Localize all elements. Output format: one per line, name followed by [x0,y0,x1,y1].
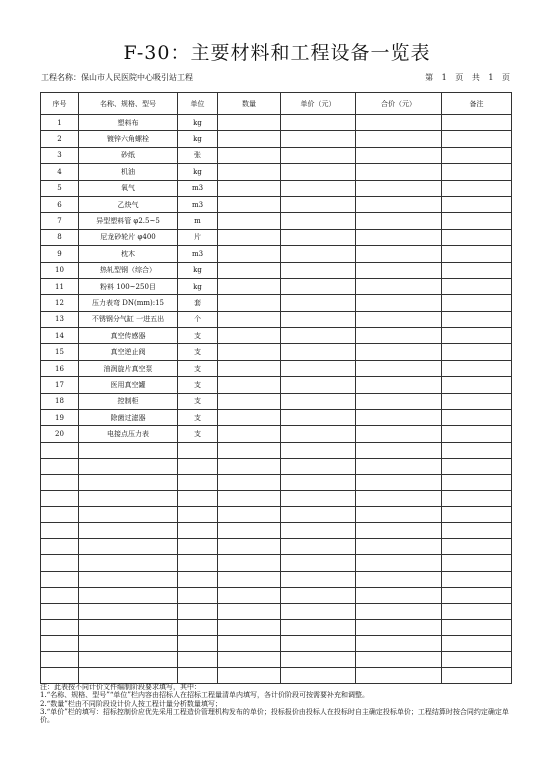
cell-unit-price [281,180,356,196]
page-title: F-30：主要材料和工程设备一览表 [123,42,431,64]
cell-unit-price [281,262,356,278]
cell-remarks [442,311,512,327]
empty-cell [356,523,442,539]
cell-no: 12 [41,295,79,311]
cell-unit-price [281,311,356,327]
empty-cell [281,491,356,507]
cell-remarks [442,131,512,147]
empty-cell [218,442,281,458]
empty-cell [41,555,79,571]
table-row [41,360,512,376]
cell-quantity [218,147,281,163]
cell-total-price [356,328,442,344]
cell-unit-price [281,377,356,393]
cell-no: 20 [41,426,79,442]
cell-remarks [442,344,512,360]
table-row [41,328,512,344]
cell-remarks [442,410,512,426]
cell-no: 4 [41,164,79,180]
empty-cell [218,555,281,571]
empty-cell [178,587,218,603]
note-line: 2.“数量”栏由不同阶段设计价人按工程计量分析数量填写； [40,699,222,708]
empty-cell [41,619,79,635]
empty-row [41,587,512,603]
cell-total-price [356,426,442,442]
empty-cell [356,635,442,651]
empty-cell [281,539,356,555]
empty-cell [41,668,79,684]
empty-cell [79,442,178,458]
table-row [41,213,512,229]
empty-cell [41,571,79,587]
cell-unit-price [281,393,356,409]
empty-cell [79,571,178,587]
empty-cell [79,555,178,571]
empty-cell [356,652,442,668]
empty-cell [442,619,512,635]
empty-row [41,458,512,474]
empty-cell [41,603,79,619]
empty-cell [442,652,512,668]
cell-quantity [218,180,281,196]
empty-cell [178,523,218,539]
empty-cell [442,523,512,539]
empty-cell [79,635,178,651]
empty-cell [442,475,512,491]
cell-remarks [442,328,512,344]
empty-cell [178,571,218,587]
empty-cell [442,603,512,619]
cell-name: 油润旋片真空泵 [79,360,178,376]
table-row [41,147,512,163]
cell-no: 5 [41,180,79,196]
empty-cell [356,668,442,684]
table-row [41,131,512,147]
cell-no: 8 [41,229,79,245]
cell-unit: 支 [178,344,218,360]
table-row [41,311,512,327]
cell-quantity [218,410,281,426]
cell-name: 乙炔气 [79,196,178,212]
empty-cell [281,475,356,491]
cell-quantity [218,344,281,360]
materials-table [40,92,512,684]
cell-total-price [356,311,442,327]
empty-cell [442,571,512,587]
cell-no: 9 [41,246,79,262]
empty-cell [218,603,281,619]
cell-remarks [442,360,512,376]
cell-remarks [442,262,512,278]
empty-cell [281,635,356,651]
cell-quantity [218,115,281,131]
table-row [41,246,512,262]
cell-unit-price [281,278,356,294]
cell-no: 17 [41,377,79,393]
empty-cell [281,652,356,668]
col-header-name: 名称、规格、型号 [79,93,178,115]
cell-total-price [356,131,442,147]
cell-quantity [218,229,281,245]
cell-no: 19 [41,410,79,426]
table-row [41,377,512,393]
empty-cell [442,539,512,555]
cell-no: 14 [41,328,79,344]
cell-unit-price [281,131,356,147]
cell-unit: m3 [178,246,218,262]
cell-remarks [442,393,512,409]
cell-remarks [442,426,512,442]
table-row [41,426,512,442]
empty-cell [41,539,79,555]
empty-cell [218,587,281,603]
empty-cell [79,458,178,474]
empty-row [41,668,512,684]
cell-quantity [218,196,281,212]
empty-cell [218,652,281,668]
cell-no: 13 [41,311,79,327]
table-row [41,344,512,360]
cell-total-price [356,180,442,196]
cell-remarks [442,180,512,196]
empty-cell [218,491,281,507]
cell-total-price [356,344,442,360]
cell-quantity [218,246,281,262]
empty-cell [281,507,356,523]
cell-unit-price [281,344,356,360]
cell-unit: 支 [178,360,218,376]
cell-unit-price [281,295,356,311]
empty-cell [79,668,178,684]
empty-row [41,571,512,587]
cell-total-price [356,213,442,229]
empty-cell [356,619,442,635]
empty-cell [178,668,218,684]
cell-total-price [356,147,442,163]
cell-no: 3 [41,147,79,163]
empty-cell [281,603,356,619]
empty-cell [79,619,178,635]
empty-cell [218,458,281,474]
empty-row [41,603,512,619]
cell-total-price [356,393,442,409]
cell-unit-price [281,328,356,344]
empty-cell [79,475,178,491]
cell-unit-price [281,115,356,131]
cell-name: 真空传感器 [79,328,178,344]
cell-remarks [442,196,512,212]
cell-name: 粉料 100~250目 [79,278,178,294]
cell-remarks [442,377,512,393]
empty-cell [218,619,281,635]
cell-quantity [218,393,281,409]
cell-no: 10 [41,262,79,278]
cell-name: 氧气 [79,180,178,196]
cell-no: 2 [41,131,79,147]
empty-row [41,539,512,555]
cell-name: 尼龙砂轮片 φ400 [79,229,178,245]
empty-cell [178,652,218,668]
cell-total-price [356,410,442,426]
empty-cell [41,458,79,474]
empty-cell [79,603,178,619]
empty-cell [178,635,218,651]
cell-total-price [356,262,442,278]
table-row [41,196,512,212]
cell-name: 异型塑料管 φ2.5~5 [79,213,178,229]
cell-unit-price [281,246,356,262]
empty-cell [356,539,442,555]
empty-cell [79,539,178,555]
cell-unit: kg [178,164,218,180]
empty-cell [218,571,281,587]
empty-cell [178,442,218,458]
empty-cell [281,442,356,458]
empty-cell [281,571,356,587]
empty-row [41,635,512,651]
empty-cell [281,555,356,571]
cell-quantity [218,131,281,147]
empty-cell [281,523,356,539]
table-row [41,393,512,409]
empty-cell [178,507,218,523]
empty-cell [41,475,79,491]
cell-quantity [218,328,281,344]
empty-cell [356,442,442,458]
empty-cell [218,539,281,555]
project-name: 工程名称：保山市人民医院中心吸引站工程 [41,73,193,82]
empty-cell [178,555,218,571]
cell-total-price [356,246,442,262]
empty-cell [218,668,281,684]
col-header-unit-price: 单价（元） [281,93,356,115]
empty-cell [356,587,442,603]
cell-total-price [356,229,442,245]
empty-cell [41,523,79,539]
empty-row [41,523,512,539]
empty-cell [356,603,442,619]
cell-unit-price [281,213,356,229]
empty-cell [442,668,512,684]
cell-quantity [218,278,281,294]
col-header-remarks: 备注 [442,93,512,115]
cell-unit-price [281,360,356,376]
cell-total-price [356,164,442,180]
cell-name: 不锈钢分气缸 一进五出 [79,311,178,327]
cell-unit: m3 [178,196,218,212]
cell-quantity [218,213,281,229]
note-line: 1.“名称、规格、型号”“单位”栏内容由招标人在招标工程量清单内填写，各计价阶段可按需要补充和调整。 [40,691,369,700]
empty-cell [41,491,79,507]
cell-name: 压力表弯 DN(mm):15 [79,295,178,311]
cell-unit: 支 [178,410,218,426]
cell-unit: kg [178,115,218,131]
empty-cell [442,587,512,603]
empty-cell [442,555,512,571]
cell-remarks [442,229,512,245]
cell-name: 塑料布 [79,115,178,131]
empty-cell [442,635,512,651]
empty-cell [218,475,281,491]
cell-unit: 支 [178,377,218,393]
empty-cell [281,668,356,684]
cell-remarks [442,295,512,311]
empty-row [41,652,512,668]
cell-name: 机油 [79,164,178,180]
note-line: 3.“单价”栏的填写：招标控制价应优先采用工程造价管理机构发布的单价；投标报价由投标人在投标时自主确定投标单价；工程结算时按合同约定确定单价。 [40,707,509,725]
cell-no: 11 [41,278,79,294]
cell-no: 1 [41,115,79,131]
cell-total-price [356,278,442,294]
cell-remarks [442,115,512,131]
empty-row [41,555,512,571]
cell-no: 6 [41,196,79,212]
cell-remarks [442,164,512,180]
cell-unit: 张 [178,147,218,163]
empty-cell [41,652,79,668]
cell-unit: m3 [178,180,218,196]
cell-no: 7 [41,213,79,229]
cell-unit: 支 [178,426,218,442]
table-row [41,164,512,180]
total-pages: 1 [488,73,494,82]
cell-name: 医用真空罐 [79,377,178,393]
table-row [41,278,512,294]
cell-name: 砂纸 [79,147,178,163]
current-page: 1 [441,73,447,82]
empty-cell [178,619,218,635]
empty-cell [79,491,178,507]
cell-total-price [356,115,442,131]
cell-quantity [218,426,281,442]
empty-cell [442,458,512,474]
empty-cell [281,458,356,474]
cell-remarks [442,278,512,294]
table-header-row [41,93,512,115]
empty-row [41,475,512,491]
table-row [41,262,512,278]
empty-cell [356,555,442,571]
empty-cell [178,475,218,491]
cell-no: 16 [41,360,79,376]
cell-no: 15 [41,344,79,360]
note-line: 注：此表按不同计价文件编制阶段要求填写，其中： [40,683,201,691]
cell-unit: 套 [178,295,218,311]
cell-unit-price [281,196,356,212]
cell-name: 电接点压力表 [79,426,178,442]
empty-cell [41,507,79,523]
empty-row [41,507,512,523]
cell-unit-price [281,410,356,426]
cell-unit: 片 [178,229,218,245]
empty-cell [178,603,218,619]
empty-cell [356,491,442,507]
col-header-unit: 单位 [178,93,218,115]
cell-unit-price [281,426,356,442]
cell-name: 真空逆止阀 [79,344,178,360]
cell-unit: 支 [178,393,218,409]
empty-cell [281,587,356,603]
cell-unit-price [281,147,356,163]
page-indicator: 第 1 页 共 1 页 [425,73,510,82]
cell-total-price [356,377,442,393]
cell-name: 镀锌六角螺栓 [79,131,178,147]
empty-cell [178,539,218,555]
empty-cell [79,652,178,668]
empty-cell [41,587,79,603]
empty-cell [178,491,218,507]
empty-cell [79,587,178,603]
empty-cell [281,619,356,635]
cell-name: 热轧型钢（综合） [79,262,178,278]
empty-row [41,619,512,635]
cell-quantity [218,262,281,278]
col-header-quantity: 数量 [218,93,281,115]
cell-name: 控制柜 [79,393,178,409]
empty-cell [218,635,281,651]
cell-quantity [218,311,281,327]
empty-cell [356,571,442,587]
cell-name: 除菌过滤器 [79,410,178,426]
table-row [41,410,512,426]
cell-unit: kg [178,131,218,147]
empty-cell [41,635,79,651]
empty-cell [79,507,178,523]
cell-remarks [442,213,512,229]
footnotes [40,683,516,724]
table-row [41,115,512,131]
cell-quantity [218,377,281,393]
empty-row [41,491,512,507]
empty-cell [218,523,281,539]
cell-quantity [218,295,281,311]
col-header-total-price: 合价（元） [356,93,442,115]
cell-unit: kg [178,278,218,294]
cell-total-price [356,295,442,311]
empty-cell [442,442,512,458]
cell-total-price [356,360,442,376]
cell-unit: kg [178,262,218,278]
cell-remarks [442,246,512,262]
empty-cell [178,458,218,474]
empty-cell [442,491,512,507]
empty-cell [356,507,442,523]
empty-cell [79,523,178,539]
cell-unit-price [281,229,356,245]
empty-cell [41,442,79,458]
cell-name: 枕木 [79,246,178,262]
empty-row [41,442,512,458]
cell-unit-price [281,164,356,180]
cell-total-price [356,196,442,212]
table-row [41,180,512,196]
col-header-no: 序号 [41,93,79,115]
empty-cell [218,507,281,523]
empty-cell [442,507,512,523]
cell-unit: 支 [178,328,218,344]
cell-no: 18 [41,393,79,409]
empty-cell [356,458,442,474]
cell-unit: 个 [178,311,218,327]
table-row [41,295,512,311]
cell-quantity [218,360,281,376]
table-row [41,229,512,245]
cell-remarks [442,147,512,163]
cell-unit: m [178,213,218,229]
empty-cell [356,475,442,491]
cell-quantity [218,164,281,180]
